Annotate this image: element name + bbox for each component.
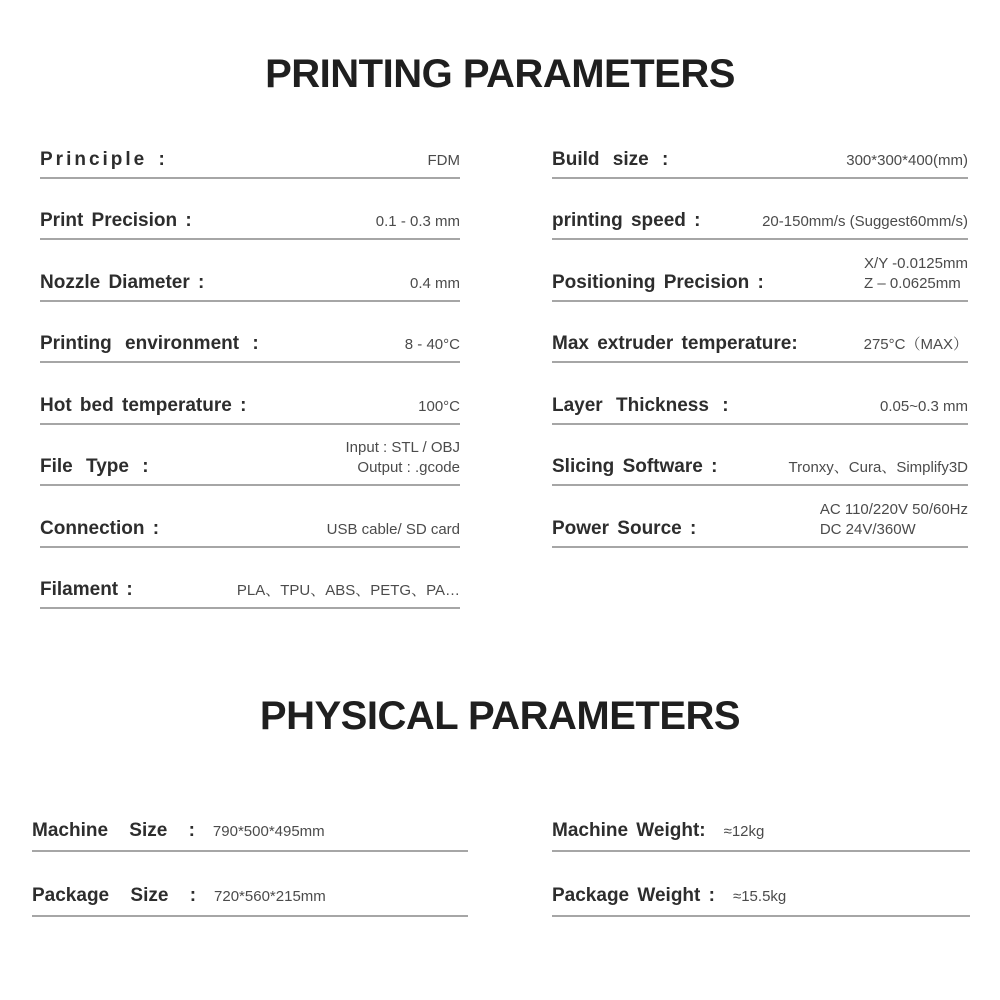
spec-row-package-weight (552, 852, 970, 917)
printing-right-column (552, 117, 968, 548)
physical-parameters-title: PHYSICAL PARAMETERS (259, 694, 741, 738)
spec-row-package-size (32, 852, 468, 917)
spec-row-positioning-precision (552, 240, 968, 302)
spec-value: ≈15.5kg (732, 888, 787, 905)
spec-row-printing-speed (552, 179, 968, 241)
spec-row-slicing-software (552, 425, 968, 487)
spec-label: Nozzle Diameter : (40, 271, 205, 293)
spec-row-file-type (40, 425, 460, 487)
spec-value: 0.4 mm (409, 274, 460, 292)
spec-value: 300*300*400(mm) (846, 151, 968, 169)
spec-value: PLA、TPU、ABS、PETG、PA… (236, 582, 460, 599)
spec-label: Connection : (40, 517, 160, 539)
spec-value: Input : STL / OBJ Output : .gcode (345, 439, 460, 476)
spec-label: Package Size : (32, 885, 197, 906)
spec-value: 100°C (418, 397, 460, 415)
spec-row-hot-bed-temperature (40, 363, 460, 425)
spec-label: Print Precision : (40, 210, 192, 231)
spec-value: 720*560*215mm (214, 888, 326, 905)
spec-label: Principle : (40, 148, 168, 170)
spec-row-max-extruder-temperature (552, 302, 968, 364)
spec-row-filament (40, 548, 460, 610)
spec-label: printing speed : (552, 210, 701, 231)
spec-label: Power Source : (552, 517, 697, 539)
spec-value: 275°C（MAX） (863, 336, 968, 353)
spec-value: Tronxy、Cura、Simplify3D (788, 459, 968, 476)
spec-value: 20-150mm/s (Suggest60mm/s) (762, 213, 968, 230)
spec-value: AC 110/220V 50/60Hz DC 24V/360W (819, 500, 968, 538)
spec-label: Printing environment : (40, 333, 259, 354)
spec-value: ≈12kg (723, 823, 765, 840)
spec-label: Positioning Precision : (552, 271, 764, 293)
spec-row-build-size (552, 117, 968, 179)
spec-row-power-source (552, 486, 968, 548)
spec-row-print-precision (40, 179, 460, 241)
spec-row-machine-size (32, 787, 468, 852)
spec-label: Package Weight : (552, 885, 715, 906)
spec-row-machine-weight (552, 787, 970, 852)
spec-label: Machine Weight: (552, 820, 706, 841)
spec-row-layer-thickness (552, 363, 968, 425)
spec-row-printing-environment (40, 302, 460, 364)
spec-label: Build size : (552, 148, 669, 170)
spec-row-nozzle-diameter (40, 240, 460, 302)
spec-label: File Type : (40, 456, 149, 477)
physical-left-column (32, 787, 468, 917)
physical-right-column (552, 787, 970, 917)
spec-value: USB cable/ SD card (326, 520, 460, 538)
spec-value: 790*500*495mm (212, 823, 325, 840)
spec-label: Machine Size : (32, 820, 195, 841)
printing-parameters-title: PRINTING PARAMETERS (265, 52, 735, 96)
spec-row-connection (40, 486, 460, 548)
spec-value: 0.1 - 0.3 mm (375, 213, 460, 230)
printing-left-column (40, 117, 460, 609)
spec-value: FDM (427, 151, 460, 169)
spec-value: 8 - 40°C (404, 336, 460, 353)
spec-label: Filament : (40, 579, 133, 600)
spec-row-principle (40, 117, 460, 179)
spec-label: Max extruder temperature: (552, 333, 798, 354)
spec-value: 0.05~0.3 mm (880, 397, 968, 415)
spec-value: X/Y -0.0125mm Z – 0.0625mm (864, 254, 968, 292)
spec-label: Hot bed temperature : (40, 394, 247, 416)
spec-label: Layer Thickness : (552, 394, 729, 416)
spec-label: Slicing Software : (552, 456, 718, 477)
